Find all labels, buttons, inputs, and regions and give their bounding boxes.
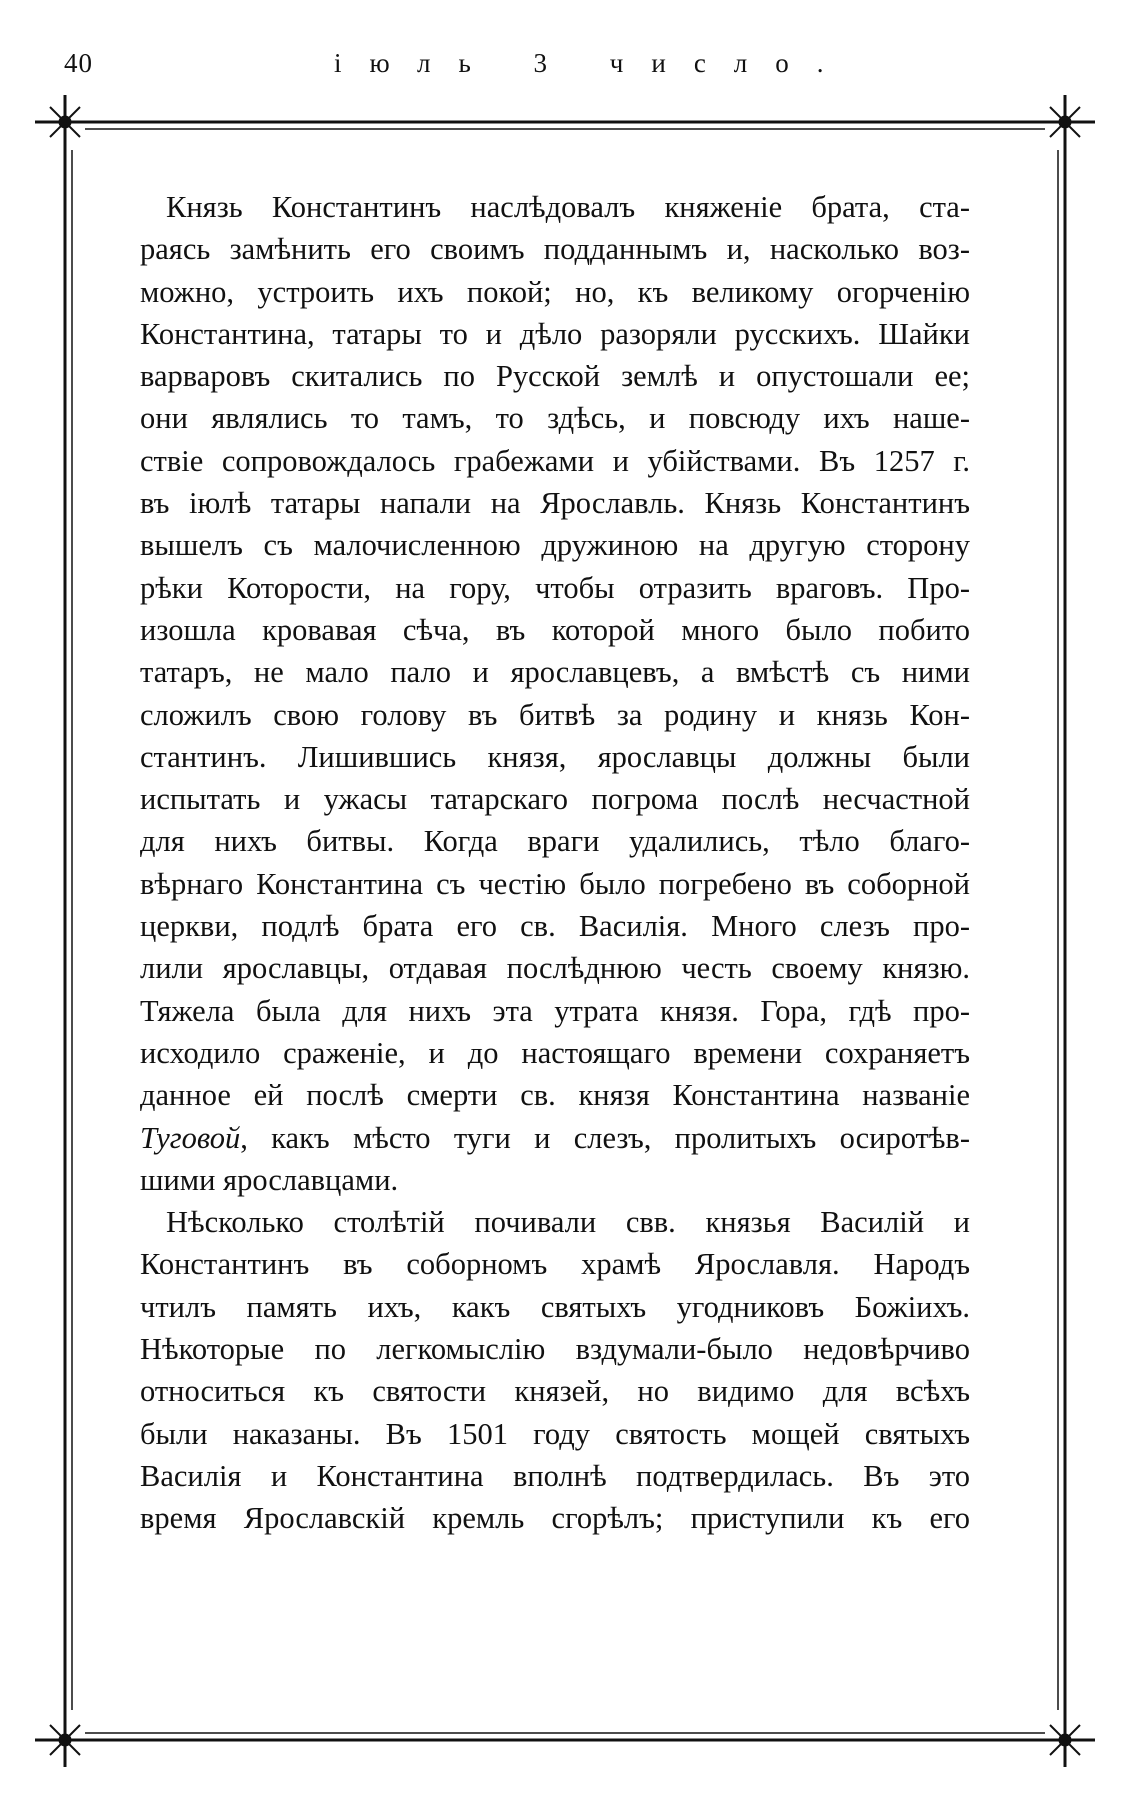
corner-ornament-bottom-right <box>1035 1707 1095 1767</box>
text-line: татаръ, не мало пало и ярославцевъ, а вмѣстѣ съ ними <box>140 655 970 690</box>
text-line: время Ярославскій кремль сгорѣлъ; приступили къ его <box>140 1501 970 1536</box>
text-line: относиться къ святости князей, но видимо для всѣхъ <box>140 1374 970 1409</box>
corner-ornament-top-left <box>35 95 95 155</box>
text-line: они являлись то тамъ, то здѣсь, и повсюду ихъ наше- <box>140 401 970 436</box>
text-line: чтилъ память ихъ, какъ святыхъ угодниковъ Божіихъ. <box>140 1289 970 1324</box>
text-line: Нѣкоторые по легкомыслію вздумали-было недовѣрчиво <box>140 1332 970 1367</box>
running-head: іюль 3 число. <box>334 48 852 78</box>
text-line: Константинъ въ соборномъ храмѣ Ярославля. Народъ <box>140 1247 970 1282</box>
text-line: стантинъ. Лишившись князя, ярославцы должны были <box>140 739 970 774</box>
text-line-with-italic <box>140 1117 970 1159</box>
text-line: испытать и ужасы татарскаго погрома послѣ несчастной <box>140 782 970 817</box>
text-line: варваровъ скитались по Русской землѣ и опустошали ее; <box>140 359 970 394</box>
text-line: ствіе сопровождалось грабежами и убійствами. Въ 1257 г. <box>140 443 970 478</box>
text-line: Князь Константинъ наслѣдовалъ княженіе брата, ста- <box>166 190 970 224</box>
text-line: изошла кровавая сѣча, въ которой много было побито <box>140 612 970 647</box>
text-line-rest: , какъ мѣсто туги и слезъ, пролитыхъ осиротѣв- <box>240 1120 970 1155</box>
text-line: Константина, татары то и дѣло разоряли русскихъ. Шайки <box>140 316 970 351</box>
text-line: исходило сраженіе, и до настоящаго времени сохраняетъ <box>140 1035 970 1070</box>
text-line: для нихъ битвы. Когда враги удалились, тѣло благо- <box>140 824 970 859</box>
text-line: можно, устроить ихъ покой; но, къ великому огорченію <box>140 274 970 309</box>
text-line: въ іюлѣ татары напали на Ярославль. Князь Константинъ <box>140 486 970 521</box>
body-text <box>140 186 970 1540</box>
page-header <box>64 48 964 88</box>
text-line: Нѣсколько столѣтій почивали свв. князья Василій и <box>166 1205 970 1240</box>
text-line: были наказаны. Въ 1501 году святость мощей святыхъ <box>140 1416 970 1451</box>
text-line: лили ярославцы, отдавая послѣднюю честь своему князю. <box>140 951 970 986</box>
text-line: рѣки Которости, на гору, чтобы отразить враговъ. Про- <box>140 570 970 605</box>
italic-word: Туговой <box>140 1120 241 1155</box>
text-line: церкви, подлѣ брата его св. Василія. Много слезъ про- <box>140 909 970 944</box>
page-number: 40 <box>64 48 93 78</box>
text-line: шими ярославцами. <box>140 1162 399 1197</box>
text-line: Тяжела была для нихъ эта утрата князя. Гора, гдѣ про- <box>140 993 970 1028</box>
text-line: данное ей послѣ смерти св. князя Константина названіе <box>140 1078 970 1113</box>
text-line: вышелъ съ малочисленною дружиною на другую сторону <box>140 528 970 563</box>
text-line: раясь замѣнить его своимъ подданнымъ и, насколько воз- <box>140 232 970 267</box>
corner-ornament-top-right <box>1035 95 1095 155</box>
text-line: сложилъ свою голову въ битвѣ за родину и князь Кон- <box>140 697 970 732</box>
text-line: вѣрнаго Константина съ честію было погребено въ соборной <box>140 866 970 901</box>
corner-ornament-bottom-left <box>35 1707 95 1767</box>
text-line: Василія и Константина вполнѣ подтвердилась. Въ это <box>140 1458 970 1493</box>
